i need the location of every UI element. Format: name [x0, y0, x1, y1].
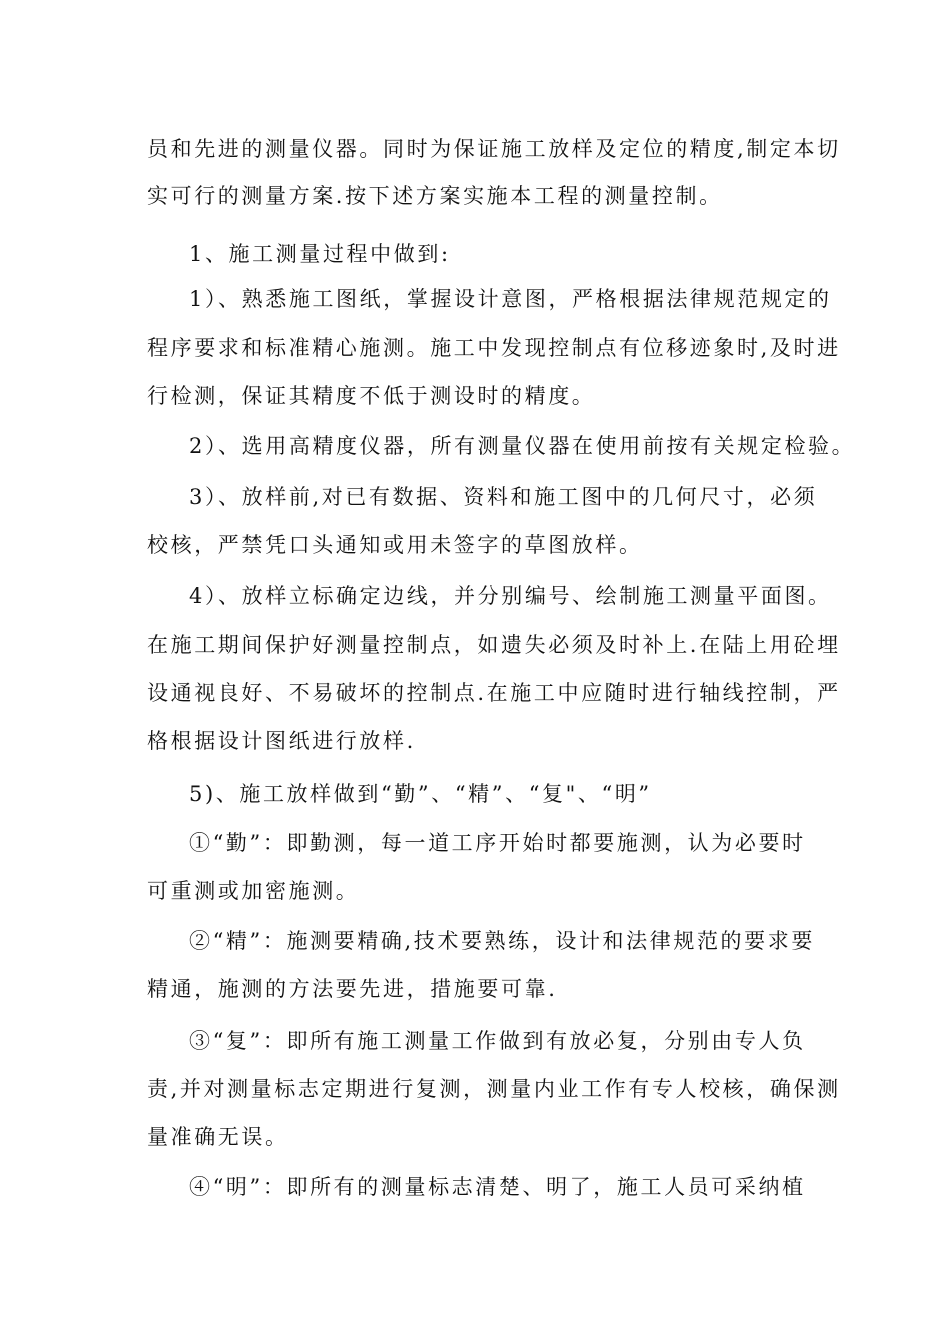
text-line: ①“勤”：即勤测，每一道工序开始时都要施测，认为必要时 — [189, 831, 806, 855]
text-line: 员和先进的测量仪器。同时为保证施工放样及定位的精度,制定本切 — [147, 137, 841, 161]
text-line: 3）、放样前,对已有数据、资料和施工图中的几何尺寸，必须 — [189, 485, 818, 509]
text-line: 校核，严禁凭口头通知或用未签字的草图放样。 — [147, 533, 643, 557]
text-line: 可重测或加密施测。 — [147, 879, 360, 903]
text-line: ④“明”：即所有的测量标志清楚、明了，施工人员可采纳植 — [189, 1175, 806, 1199]
text-line: ③“复”：即所有施工测量工作做到有放必复，分别由专人负 — [189, 1029, 806, 1053]
text-line: ②“精”：施测要精确,技术要熟练，设计和法律规范的要求要 — [189, 929, 815, 953]
text-line: 5)、施工放样做到“勤”、“精”、“复"、“明” — [189, 782, 652, 806]
text-line: 在施工期间保护好测量控制点，如遗失必须及时补上.在陆上用砼埋 — [147, 633, 841, 657]
text-line: 责,并对测量标志定期进行复测，测量内业工作有专人校核，确保测 — [147, 1077, 841, 1101]
text-line: 量准确无误。 — [147, 1125, 289, 1149]
text-line: 格根据设计图纸进行放样. — [147, 729, 416, 753]
text-line: 设通视良好、不易破坏的控制点.在施工中应随时进行轴线控制，严 — [147, 681, 841, 705]
text-line: 4）、放样立标确定边线，并分别编号、绘制施工测量平面图。 — [189, 584, 832, 608]
text-line: 精通，施测的方法要先进，措施要可靠. — [147, 977, 558, 1001]
text-line: 1）、熟悉施工图纸，掌握设计意图，严格根据法律规范规定的 — [189, 287, 832, 311]
text-line: 实可行的测量方案.按下述方案实施本工程的测量控制。 — [147, 184, 723, 208]
text-line: 行检测，保证其精度不低于测设时的精度。 — [147, 384, 596, 408]
text-line: 2）、选用高精度仪器，所有测量仪器在使用前按有关规定检验。 — [189, 434, 856, 458]
text-line: 程序要求和标准精心施测。施工中发现控制点有位移迹象时,及时进 — [147, 336, 841, 360]
text-line: 1、施工测量过程中做到: — [189, 242, 451, 266]
